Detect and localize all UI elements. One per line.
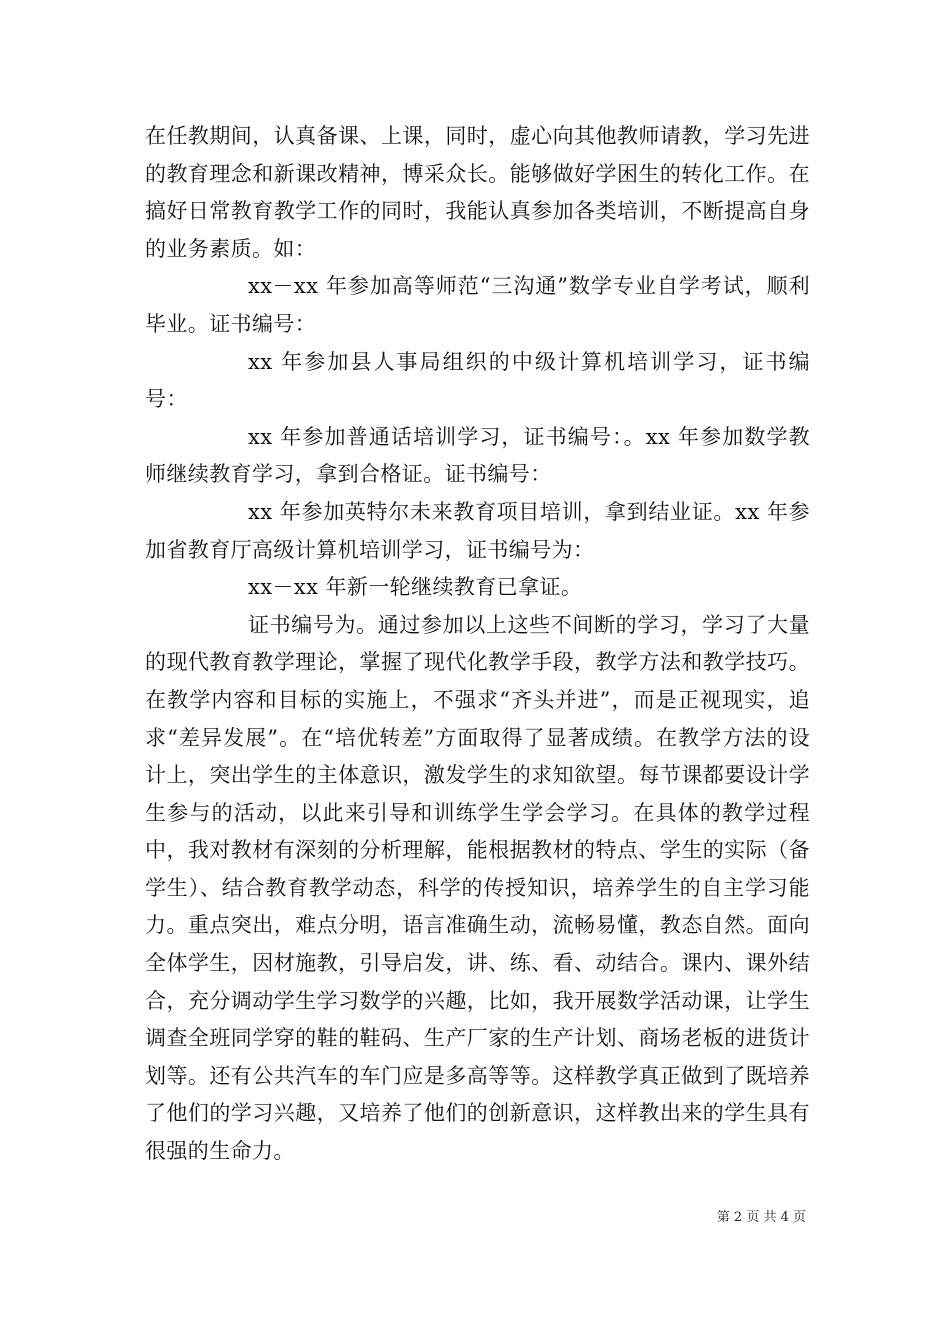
paragraph-training-exam: xx－xx 年参加高等师范“三沟通”数学专业自学考试，顺利毕业。证书编号：	[145, 274, 810, 336]
paragraph-training-computer: xx 年参加县人事局组织的中级计算机培训学习，证书编号：	[145, 349, 810, 412]
document-body	[145, 118, 810, 1171]
paragraph-training-intel: xx 年参加英特尔未来教育项目培训，拿到结业证。xx 年参加省教育厅高级计算机培训学习，证书编号为：	[145, 499, 810, 562]
paragraph-teaching-methods: 证书编号为。通过参加以上这些不间断的学习，学习了大量的现代教育教学理论，掌握了现代化教学手段，教学方法和教学技巧。在教学内容和目标的实施上，不强求“齐头并进”，而是正视现实，追求“差异发展”。在“培优转差”方面取得了显著成绩。在教学方法的设计上，突出学生的主体意识，激发学生的求知欲望。每节课都要设计学生参与的活动，以此来引导和训练学生学会学习。在具体的教学过程中，我对教材有深刻的分析理解，能根据教材的特点、学生的实际（备学生）、结合教育教学动态，科学的传授知识，培养学生的自主学习能力。重点突出，难点分明，语言准确生动，流畅易懂，教态自然。面向全体学生，因材施教，引导启发，讲、练、看、动结合。课内、课外结合，充分调动学生学习数学的兴趣，比如，我开展数学活动课，让学生调查全班同学穿的鞋的鞋码、生产厂家的生产计划、商场老板的进货计划等。还有公共汽车的车门应是多高等等。这样教学真正做到了既培养了他们的学习兴趣，又培养了他们的创新意识，这样教出来的学生具有很强的生命力。	[145, 612, 810, 1164]
paragraph-training-mandarin: xx 年参加普通话培训学习，证书编号：。xx 年参加数学教师继续教育学习，拿到合格证。证书编号：	[145, 424, 810, 487]
paragraph-intro: 在任教期间，认真备课、上课，同时，虚心向其他教师请教，学习先进的教育理念和新课改精神，博采众长。能够做好学困生的转化工作。在搞好日常教育教学工作的同时，我能认真参加各类培训，不断提高自身的业务素质。如：	[145, 124, 810, 261]
paragraph-continuing-education: xx－xx 年新一轮继续教育已拿证。	[248, 575, 583, 600]
page-footer: 第 2 页 共 4 页	[716, 1210, 806, 1225]
